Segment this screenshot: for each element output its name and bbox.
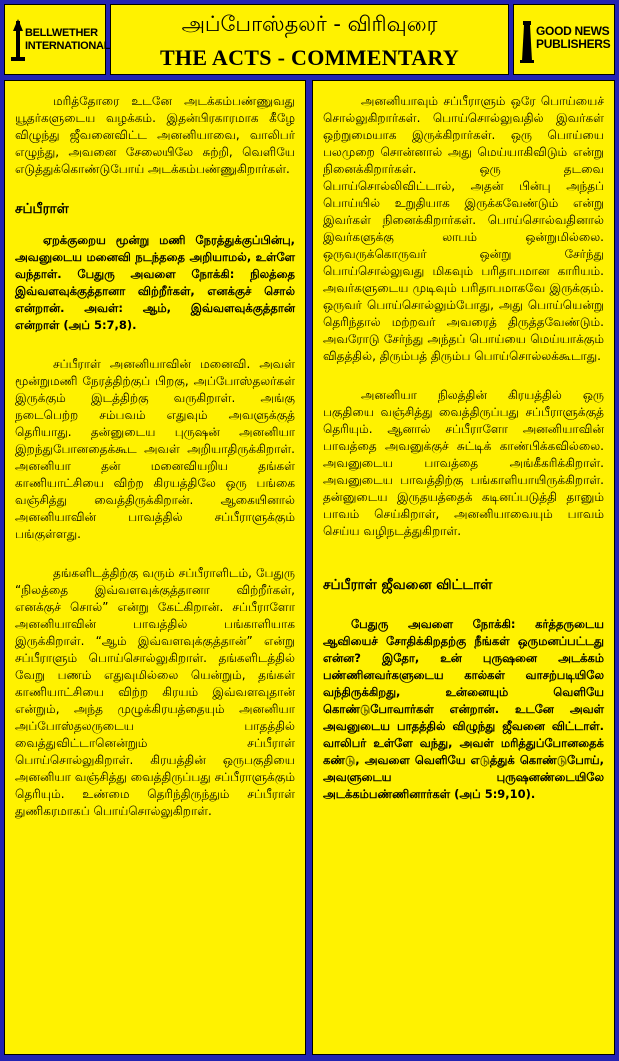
title-english: THE ACTS - COMMENTARY bbox=[159, 45, 460, 70]
good-news-publishers-logo bbox=[513, 4, 615, 75]
left-paragraph-1: மரித்தோரை உடனே அடக்கம்பண்ணுவது யூதர்களுடைய வழக்கம். இதன்பிரகாரமாக கீழே விழுந்து ஜீவனைவிட்ட அனனியாவை, வாலிபர் எழுந்து, அவனை சேலையிலே சுற்றி, வெளியே எடுத்துக்கொண்டுபோய் அடக்கம்பண்ணுகிறார்கள். bbox=[15, 94, 295, 176]
logo-right-line1: GOOD NEWS bbox=[536, 24, 610, 38]
bellwether-icon bbox=[11, 19, 25, 63]
lighthouse-icon bbox=[520, 21, 534, 63]
bellwether-logo bbox=[4, 4, 111, 75]
left-column bbox=[4, 80, 306, 1055]
right-column bbox=[312, 80, 615, 1055]
logo-right-line2: PUBLISHERS bbox=[536, 37, 611, 51]
scripture-quote-1: ஏறக்குறைய மூன்று மணி நேரத்துக்குப்பின்பு, அவனுடைய மனைவி நடந்ததை அறியாமல், உள்ளே வந்தாள். பேதுரு அவளை நோக்கி: நிலத்தை இவ்வளவுக்குத்தானா விற்றீர்கள், எனக்குச் சொல் என்றான். அவள்: ஆம், இவ்வளவுக்குத்தான் என்றாள் (அப் 5:7,8). bbox=[15, 233, 295, 332]
left-paragraph-3: தங்களிடத்திற்கு வரும் சப்பீராளிடம், பேதுரு “நிலத்தை இவ்வளவுக்குத்தானா விற்றீர்கள், எனக்குச் சொல்” என்று கேட்கிறான். சப்பீராளோ அனனியாவின் பாவத்தில் பங்காளியாக இருக்கிறாள். “ஆம் இவ்வளவுக்குத்தான்” என்று சப்பீராளும் பொய்சொல்லுகிறாள். தங்களிடத்தில் வேறு பணம் எதுவுமில்லை யென்றும், தங்கள் காணியாட்சியை விற்ற கிரயம் இவ்வளவுதான் என்றும், அந்த முழுக்கிரயத்தையும் அனனியா அப்போஸ்தலருடைய பாதத்தில் வைத்துவிட்டானென்றும் சப்பீராள் பொய்சொல்லுகிறாள். கிரயத்தின் ஒருபகுதியை அனனியா வஞ்சித்து வைத்திருப்பது சப்பீராளுக்கும் தெரியும். உண்மை தெரிந்திருந்தும் சப்பீராள் துணிகரமாகப் பொய்சொல்லுகிறாள். bbox=[15, 566, 295, 818]
logo-left-line2: INTERNATIONAL bbox=[25, 40, 111, 52]
right-paragraph-2: அனனியா நிலத்தின் கிரயத்தில் ஒரு பகுதியை வஞ்சித்து வைத்திருப்பது சப்பீராளுக்குத் தெரியும். ஆனால் சப்பீராளோ அனனியாவின் பாவத்தை அவனுக்குச் சுட்டிக் காண்பிக்கவில்லை. அவனுடைய பாவத்தை அங்கீகரிக்கிறாள். அவனுடைய பாவத்திற்கு பங்காளியாயிருக்கிறாள். தன்னுடைய இருதயத்தைக் கடினப்படுத்தி தானும் பாவம் செய்கிறாள், அனனியாவையும் பாவம் செய்ய வழிநடத்துகிறாள். bbox=[323, 388, 604, 538]
page-header bbox=[2, 2, 617, 77]
title-tamil: அப்போஸ்தலர் - விரிவுரை bbox=[181, 12, 438, 36]
section-heading-sapphira: சப்பீராள் bbox=[15, 201, 69, 217]
right-paragraph-1: அனனியாவும் சப்பீராளும் ஒரே பொய்யைச் சொல்லுகிறார்கள். பொய்சொல்லுவதில் இவர்கள் ஒற்றுமையாக இருக்கிறார்கள். ஒரு பொய்யை பலமுறை சொன்னால் அது மெய்யாகிவிடும் என்று நினைக்கிறார்கள். ஒரு தடவை பொய்சொல்லிவிட்டால், அதன் பின்பு அந்தப் பொய்யில் உறுதியாக இருக்கவேண்டும் என்று இவர்கள் நினைக்கிறார்கள். பொய்சொல்வதினால் இவர்களுக்கு லாபம் ஒன்றுமில்லை. ஒருவருக்கொருவர் ஒன்று சேர்ந்து பொய்சொல்லுவது மிகவும் பரிதாபமான காரியம். அவர்களுடைய முடிவும் பரிதாபமாகவே இருக்கும். ஒருவர் பொய்சொல்லும்போது, அது பொய்யென்று தெரிந்தால் மற்றவர் அவரைத் திருத்தவேண்டும். அவரோடு சேர்ந்து அந்தப் பொய்யை மெய்யாக்கும் விதத்தில், திரும்பத் திரும்ப பொய்சொல்லக்கூடாது. bbox=[323, 94, 604, 363]
title-box bbox=[110, 4, 509, 75]
scripture-quote-2: பேதுரு அவளை நோக்கி: கர்த்தருடைய ஆவியைச் சோதிக்கிறதற்கு நீங்கள் ஒருமனப்பட்டது என்ன? இதோ, உன் புருஷனை அடக்கம் பண்ணினவர்களுடைய கால்கள் வாசற்படியிலே வந்திருக்கிறது, உன்னையும் வெளியே கொண்டுபோவார்கள் என்றான். உடனே அவள் அவனுடைய பாதத்தில் விழுந்து ஜீவனை விட்டாள். வாலிபர் உள்ளே வந்து, அவள் மரித்துப்போனதைக் கண்டு, அவளை வெளியே எடுத்துக் கொண்டுபோய், அவளுடைய புருஷனண்டையிலே அடக்கம்பண்ணினார்கள் (அப் 5:9,10). bbox=[323, 617, 604, 801]
logo-left-line1: BELLWETHER bbox=[25, 27, 98, 39]
section-heading-sapphira-died: சப்பீராள் ஜீவனை விட்டாள் bbox=[323, 577, 493, 593]
left-paragraph-2: சப்பீராள் அனனியாவின் மனைவி. அவள் மூன்றுமணி நேரத்திற்குப் பிறகு, அப்போஸ்தலர்கள் இருக்கும் இடத்திற்கு வருகிறாள். அங்கு நடைபெற்ற சம்பவம் எதுவும் அவளுக்குத் தெரியாது. தன்னுடைய புருஷன் அனனியா இறந்துபோனதைக்கூட அவள் அறியாதிருக்கிறாள். அனனியா தன் மனைவியறிய தங்கள் காணியாட்சியை விற்ற கிரயத்திலே ஒரு பங்கை வஞ்சித்து வைத்திருக்கிறான். ஆகையினால் அனனியாவின் பாவத்தில் சப்பீராளுக்கும் பங்குள்ளது. bbox=[15, 357, 295, 541]
